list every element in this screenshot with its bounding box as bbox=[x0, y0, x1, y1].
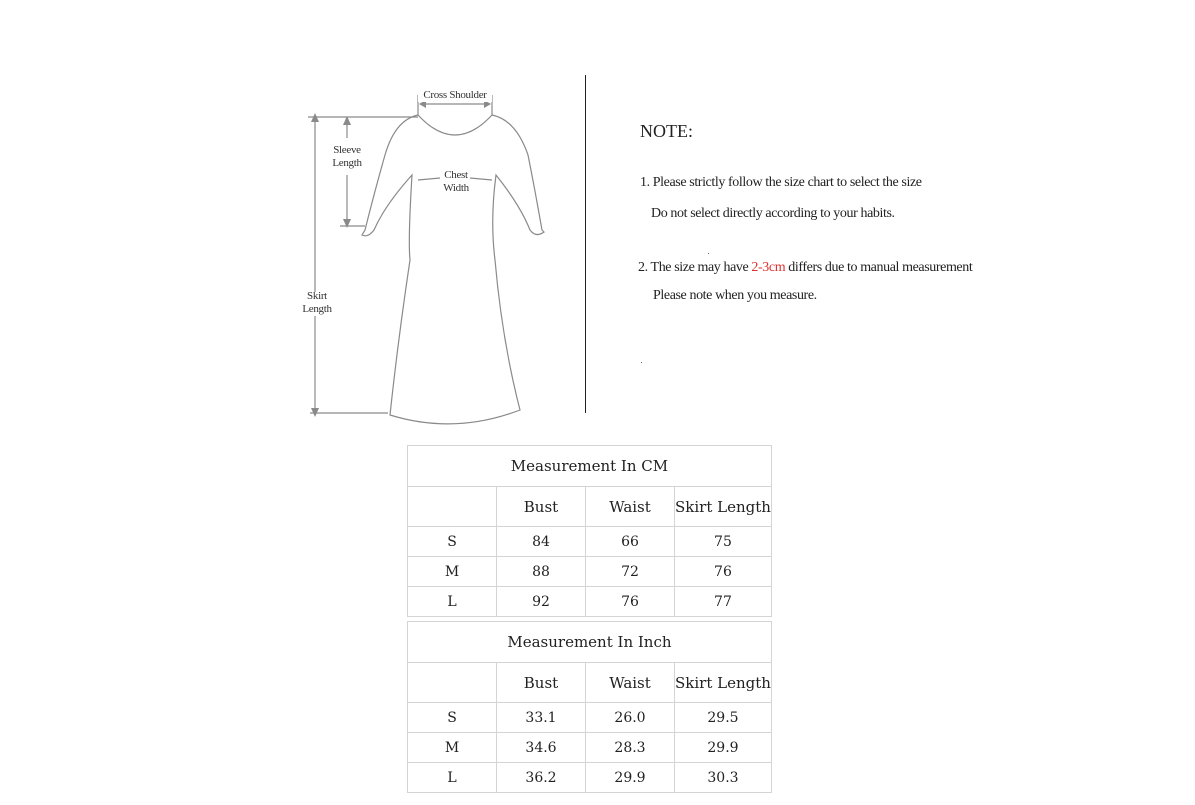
header-cell: Bust bbox=[497, 663, 586, 703]
size-cell: M bbox=[408, 557, 497, 587]
size-table-cm bbox=[407, 445, 772, 617]
dress-outline-illustration bbox=[290, 80, 570, 440]
header-cell: Waist bbox=[586, 663, 675, 703]
size-cell: S bbox=[408, 527, 497, 557]
value-cell: 76 bbox=[675, 557, 772, 587]
note-item-2: 2. The size may have 2-3cm differs due to manual measurement bbox=[638, 260, 973, 275]
value-cell: 88 bbox=[497, 557, 586, 587]
note-item-1: 1. Please strictly follow the size chart to select the size bbox=[640, 175, 922, 190]
value-cell: 92 bbox=[497, 587, 586, 617]
value-cell: 30.3 bbox=[675, 763, 772, 793]
value-cell: 29.5 bbox=[675, 703, 772, 733]
size-cell: L bbox=[408, 763, 497, 793]
table-row bbox=[408, 587, 772, 617]
value-cell: 76 bbox=[586, 587, 675, 617]
note-title: NOTE: bbox=[640, 121, 693, 141]
tolerance-highlight: 2-3cm bbox=[751, 260, 786, 275]
header-cell bbox=[408, 487, 497, 527]
value-cell: 28.3 bbox=[586, 733, 675, 763]
value-cell: 72 bbox=[586, 557, 675, 587]
table-row bbox=[408, 733, 772, 763]
note-item-2-detail: Please note when you measure. bbox=[653, 288, 817, 303]
size-cell: M bbox=[408, 733, 497, 763]
table-title: Measurement In Inch bbox=[408, 622, 772, 663]
value-cell: 84 bbox=[497, 527, 586, 557]
table-title: Measurement In CM bbox=[408, 446, 772, 487]
sleeve-length-label: Sleeve Length bbox=[332, 144, 362, 169]
stray-dot bbox=[708, 253, 709, 254]
value-cell: 26.0 bbox=[586, 703, 675, 733]
value-cell: 36.2 bbox=[497, 763, 586, 793]
header-cell: Bust bbox=[497, 487, 586, 527]
dress-diagram bbox=[290, 80, 570, 440]
vertical-divider bbox=[585, 75, 586, 413]
note-item-1-detail: Do not select directly according to your habits. bbox=[651, 206, 895, 221]
size-table-inch bbox=[407, 621, 772, 793]
cross-shoulder-label: Cross Shoulder bbox=[418, 89, 492, 102]
value-cell: 29.9 bbox=[675, 733, 772, 763]
table-row bbox=[408, 763, 772, 793]
value-cell: 33.1 bbox=[497, 703, 586, 733]
header-cell bbox=[408, 663, 497, 703]
table-row bbox=[408, 557, 772, 587]
size-cell: L bbox=[408, 587, 497, 617]
value-cell: 77 bbox=[675, 587, 772, 617]
header-cell: Skirt Length bbox=[675, 487, 772, 527]
stray-dot bbox=[641, 362, 642, 363]
table-row bbox=[408, 703, 772, 733]
size-cell: S bbox=[408, 703, 497, 733]
table-row bbox=[408, 527, 772, 557]
value-cell: 29.9 bbox=[586, 763, 675, 793]
skirt-length-label: Skirt Length bbox=[302, 290, 332, 315]
value-cell: 34.6 bbox=[497, 733, 586, 763]
value-cell: 75 bbox=[675, 527, 772, 557]
header-cell: Waist bbox=[586, 487, 675, 527]
value-cell: 66 bbox=[586, 527, 675, 557]
chest-width-label: Chest Width bbox=[443, 169, 469, 194]
header-cell: Skirt Length bbox=[675, 663, 772, 703]
